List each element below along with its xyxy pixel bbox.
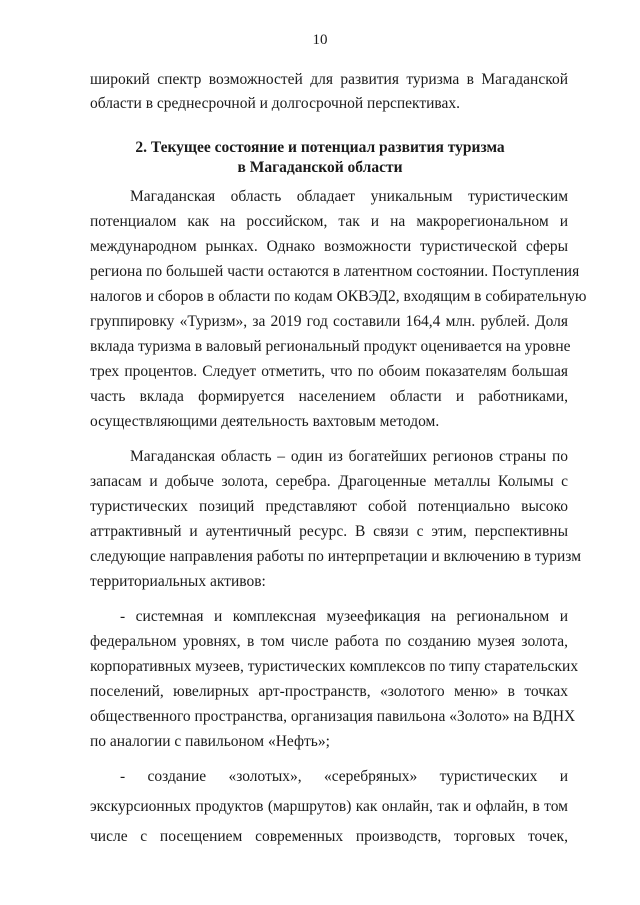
paragraph-line: Магаданская область – один из богатейших регионов страны по	[130, 448, 568, 465]
list-item-line: числе с посещением современных производств, торговых точек,	[90, 828, 568, 845]
paragraph-line: туристических позиций представляют собой потенциально высоко	[90, 498, 568, 515]
paragraph-line: запасам и добыче золота, серебра. Драгоценные металлы Колымы с	[90, 473, 568, 490]
paragraph-line: аттрактивный и аутентичный ресурс. В связи с этим, перспективны	[90, 523, 568, 540]
page-number: 10	[312, 32, 328, 48]
list-item-line: поселений, ювелирных арт-пространств, «золотого меню» в точках	[90, 683, 568, 700]
list-item-line: общественного пространства, организация павильона «Золото» на ВДНХ	[90, 708, 576, 725]
paragraph-line: осуществляющими деятельность вахтовым методом.	[90, 413, 440, 430]
paragraph-line: налогов и сборов в области по кодам ОКВЭД2, входящим в собирательную	[90, 288, 587, 305]
list-item-line: корпоративных музеев, туристических комплексов по типу старательских	[90, 658, 579, 675]
text-line: области в среднесрочной и долгосрочной перспективах.	[90, 95, 461, 112]
paragraph-line: Магаданская область обладает уникальным туристическим	[130, 188, 568, 205]
paragraph-line: потенциалом как на российском, так и на макрорегиональном и	[90, 213, 568, 230]
list-item-line: - создание «золотых», «серебряных» туристических и	[120, 768, 568, 785]
paragraph-line: следующие направления работы по интерпретации и включению в туризм	[90, 548, 582, 565]
list-item-line: по аналогии с павильоном «Нефть»;	[90, 733, 330, 750]
paragraph-line: территориальных активов:	[90, 573, 266, 590]
paragraph-line: международном рынках. Однако возможности туристической сферы	[90, 238, 568, 255]
list-item-line: экскурсионных продуктов (маршрутов) как онлайн, так и офлайн, в том	[90, 798, 568, 815]
text-line: широкий спектр возможностей для развития туризма в Магаданской	[90, 71, 568, 88]
paragraph-line: региона по большей части остаются в латентном состоянии. Поступления	[90, 263, 580, 280]
section-heading: в Магаданской области	[237, 159, 403, 176]
paragraph-line: группировку «Туризм», за 2019 год составили 164,4 млн. рублей. Доля	[90, 313, 568, 330]
paragraph-line: часть вклада формируется населением области и работниками,	[90, 388, 568, 405]
list-item-line: - системная и комплексная музеефикация на региональном и	[120, 608, 568, 625]
paragraph-line: трех процентов. Следует отметить, что по обоим показателям большая	[90, 363, 568, 380]
list-item-line: федеральном уровнях, в том числе работа по созданию музея золота,	[90, 633, 568, 650]
paragraph-line: вклада туризма в валовый региональный продукт оценивается на уровне	[90, 338, 571, 355]
section-heading: 2. Текущее состояние и потенциал развития туризма	[135, 139, 505, 156]
